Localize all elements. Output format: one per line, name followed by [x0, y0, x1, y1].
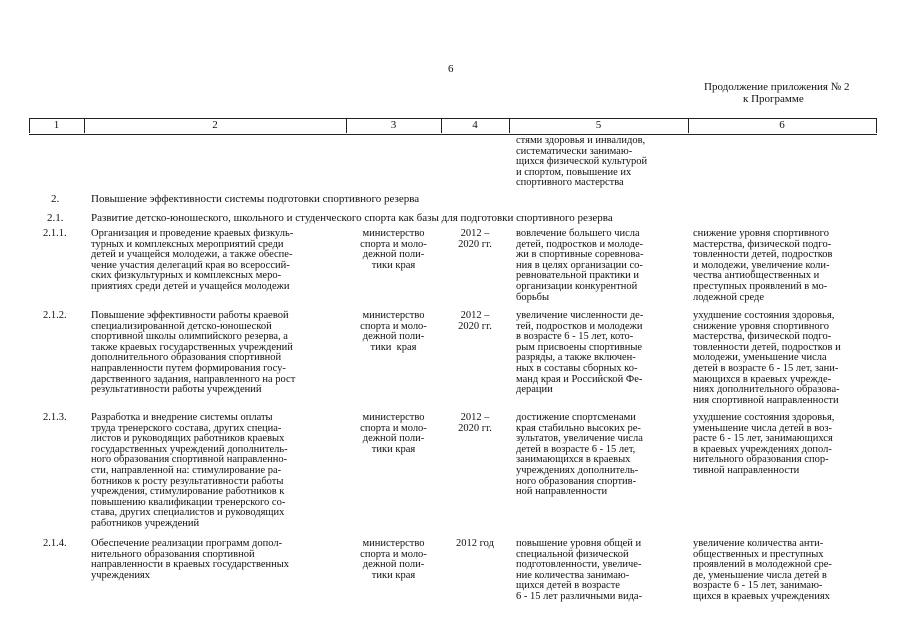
row-consequence: снижение уровня спортивного мастерства, физической подго- товленности детей, подростков и молодежи, увеличение коли- чества антиобщественных и преступных проявлений в мо- лодежной среде — [693, 228, 833, 303]
row-result: вовлечение большего числа детей, подростков и молоде- жи в спортивные соревнова- ния в целях организации со- ревновательной практики и организации конкурентной борьбы — [516, 228, 644, 303]
row-activity: Разработка и внедрение системы оплаты труда тренерского состава, других специа- листов и руководящих работников краевых государственных учреждений дополнитель- ного образования спортивной направленно- сти, направленной на: стимулирование ра- ботников к росту результативности работы учреждения, стимулирование работников к повышению квалификации тренерского со- става, других специалистов и руководящих работников учреждений — [91, 412, 288, 529]
continuation-line-1: Продолжение приложения № 2 — [704, 81, 850, 93]
row-number: 2.1.2. — [43, 310, 67, 321]
row-activity: Повышение эффективности работы краевой специализированной детско-юношеской спортивной школы олимпийского резерва, а также краевых государственных учреждений дополнительного образования спортивной направленности путем формирования госу- дарственного задания, направленного на рост результативности работы учреждений — [91, 310, 296, 396]
row-number: 2.1.1. — [43, 228, 67, 239]
row-consequence: увеличение количества анти- общественных и преступных проявлений в молодежной сре- де, уменьшение числа детей в возрасте 6 - 15 лет, занимаю- щихся в краевых учреждениях — [693, 538, 832, 602]
row-executor: министерство спорта и моло- дежной поли- тики края — [360, 228, 427, 271]
carryover-result-text: стями здоровья и инвалидов, систематически занимаю- щихся физической культурой и спортом, повышение их спортивного мастерства — [516, 135, 648, 189]
column-number-3: 3 — [390, 119, 397, 131]
row-executor: министерство спорта и моло- дежной поли- тики края — [360, 412, 427, 455]
row-result: достижение спортсменами края стабильно высоких ре- зультатов, увеличение числа детей в возрасте 6 - 15 лет, занимающихся в краевых учреждениях дополнитель- ного образования спортив- ной направленности — [516, 412, 643, 498]
column-divider — [876, 118, 877, 133]
row-consequence: ухудшение состояния здоровья, уменьшение числа детей в воз- расте 6 - 15 лет, занимающихся в краевых учреждениях допол- нительного образования спор- тивной направленности — [693, 412, 835, 476]
row-period: 2012 – 2020 гг. — [458, 228, 492, 250]
column-number-4: 4 — [472, 119, 478, 131]
row-period: 2012 – 2020 гг. — [458, 310, 492, 332]
row-period: 2012 год — [456, 538, 494, 549]
column-number-6: 6 — [779, 119, 785, 131]
section-2-number: 2. — [51, 193, 60, 205]
row-result: увеличение численности де- тей, подростков и молодежи в возрасте 6 - 15 лет, кото- рым присвоены спортивные разряды, а также включен- ных в составы сборных ко- манд края и Российской Фе- дерации — [516, 310, 644, 396]
row-executor: министерство спорта и моло- дежной поли- тики края — [360, 538, 427, 581]
column-number-1: 1 — [53, 119, 60, 131]
row-executor: министерство спорта и моло- дежной поли- тики края — [360, 310, 427, 353]
row-period: 2012 – 2020 гг. — [458, 412, 492, 434]
section-2-title: Повышение эффективности системы подготовки спортивного резерва — [91, 193, 420, 205]
row-activity: Обеспечение реализации программ допол- нительного образования спортивной направленности в краевых государственных учреждениях — [91, 538, 290, 581]
row-number: 2.1.4. — [43, 538, 67, 549]
column-number-2: 2 — [212, 119, 218, 131]
section-2-1-title: Развитие детско-юношеского, школьного и студенческого спорта как базы для подготовки спортивного резерва — [91, 212, 613, 224]
row-consequence: ухудшение состояния здоровья, снижение уровня спортивного мастерства, физической подго- товленности детей, подростков и молодежи, уменьшение числа детей в возрасте 6 - 15 лет, зани- мающихся в краевых учрежде- ниях дополнительного образова- ния спортивной направленности — [693, 310, 841, 406]
row-result: повышение уровня общей и специальной физической подготовленности, увеличе- ние количества занимаю- щихся детей в возрасте 6 - 15 лет различными вида- — [516, 538, 643, 602]
row-number: 2.1.3. — [43, 412, 67, 423]
section-2-1-number: 2.1. — [47, 212, 64, 224]
continuation-line-2: к Программе — [743, 93, 804, 105]
row-activity: Организация и проведение краевых физкуль- турных и комплексных мероприятий среди детей и учащейся молодежи, а также обеспе- чение участия делегаций края во всероссий- ских физкультурных и комплексных меро- приятиях среди детей и учащейся молодежи — [91, 228, 294, 292]
page-number: 6 — [448, 63, 454, 75]
column-number-5: 5 — [595, 119, 602, 131]
